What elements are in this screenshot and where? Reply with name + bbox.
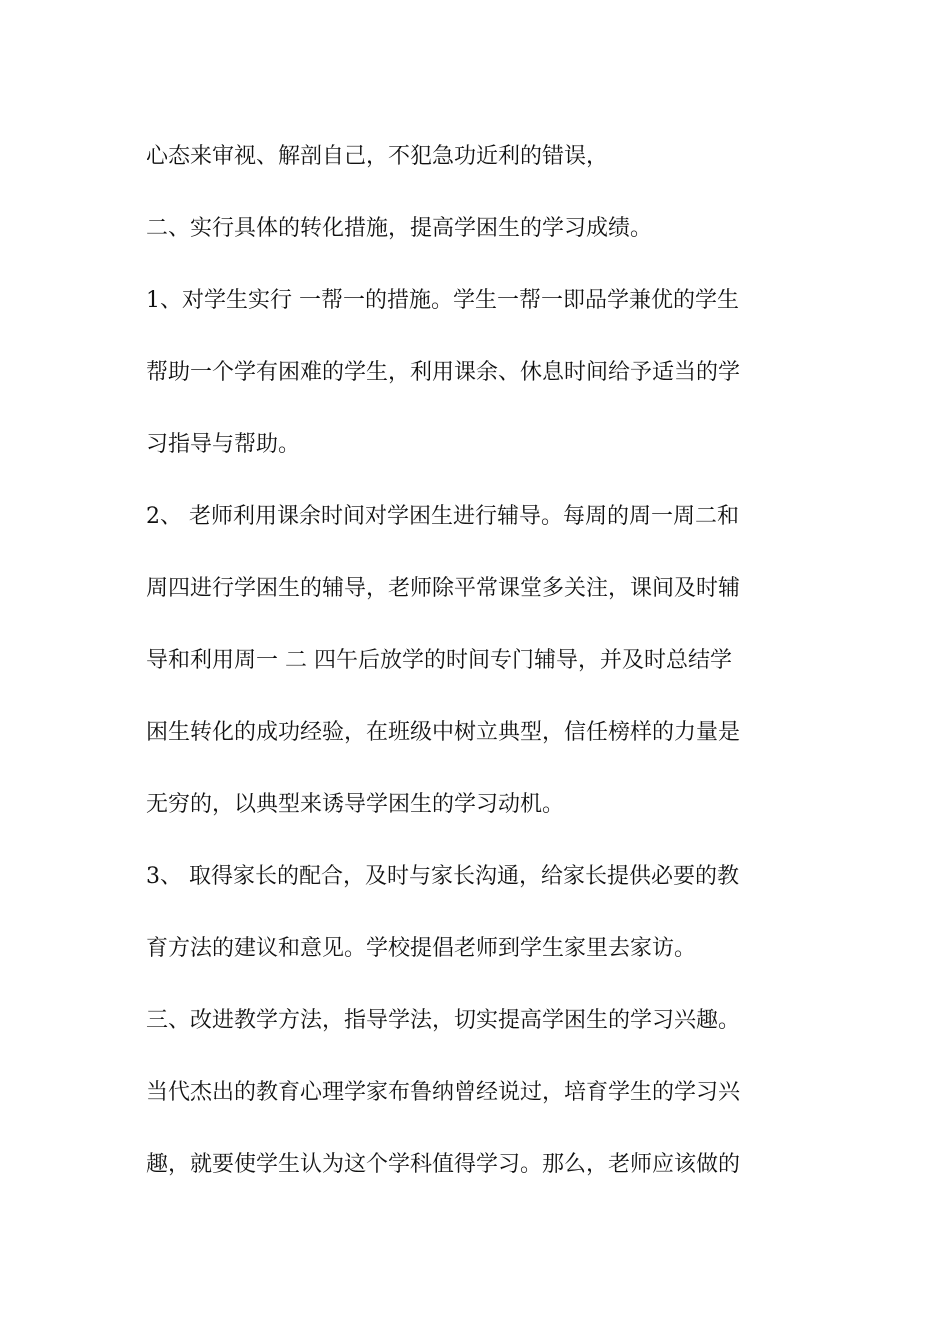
body-text xyxy=(146,131,811,1211)
text-line: 育方法的建议和意见。学校提倡老师到学生家里去家访。 xyxy=(146,936,697,961)
text-line: 心态来审视、解剖自己，不犯急功近利的错误， xyxy=(146,144,609,169)
text-line: 2、 老师利用课余时间对学困生进行辅导。每周的周一周二和 xyxy=(146,504,739,529)
text-line: 无穷的，以典型来诱导学困生的学习动机。 xyxy=(146,792,565,817)
section-heading: 三、改进教学方法，指导学法，切实提高学困生的学习兴趣。 xyxy=(146,1008,741,1033)
text-line: 习指导与帮助。 xyxy=(146,432,301,457)
text-line: 1、对学生实行 一帮一的措施。学生一帮一即品学兼优的学生 xyxy=(146,288,739,313)
section-heading: 二、实行具体的转化措施，提高学困生的学习成绩。 xyxy=(146,216,653,241)
text-line: 周四进行学困生的辅导，老师除平常课堂多关注，课间及时辅 xyxy=(146,576,741,601)
text-line: 3、 取得家长的配合，及时与家长沟通，给家长提供必要的教 xyxy=(146,864,739,889)
text-line: 当代杰出的教育心理学家布鲁纳曾经说过，培育学生的学习兴 xyxy=(146,1080,741,1105)
text-line: 帮助一个学有困难的学生，利用课余、休息时间给予适当的学 xyxy=(146,360,741,385)
text-line: 趣，就要使学生认为这个学科值得学习。那么，老师应该做的 xyxy=(146,1152,741,1177)
text-line: 导和利用周一 二 四午后放学的时间专门辅导，并及时总结学 xyxy=(146,648,732,673)
text-line: 困生转化的成功经验，在班级中树立典型，信任榜样的力量是 xyxy=(146,720,741,745)
